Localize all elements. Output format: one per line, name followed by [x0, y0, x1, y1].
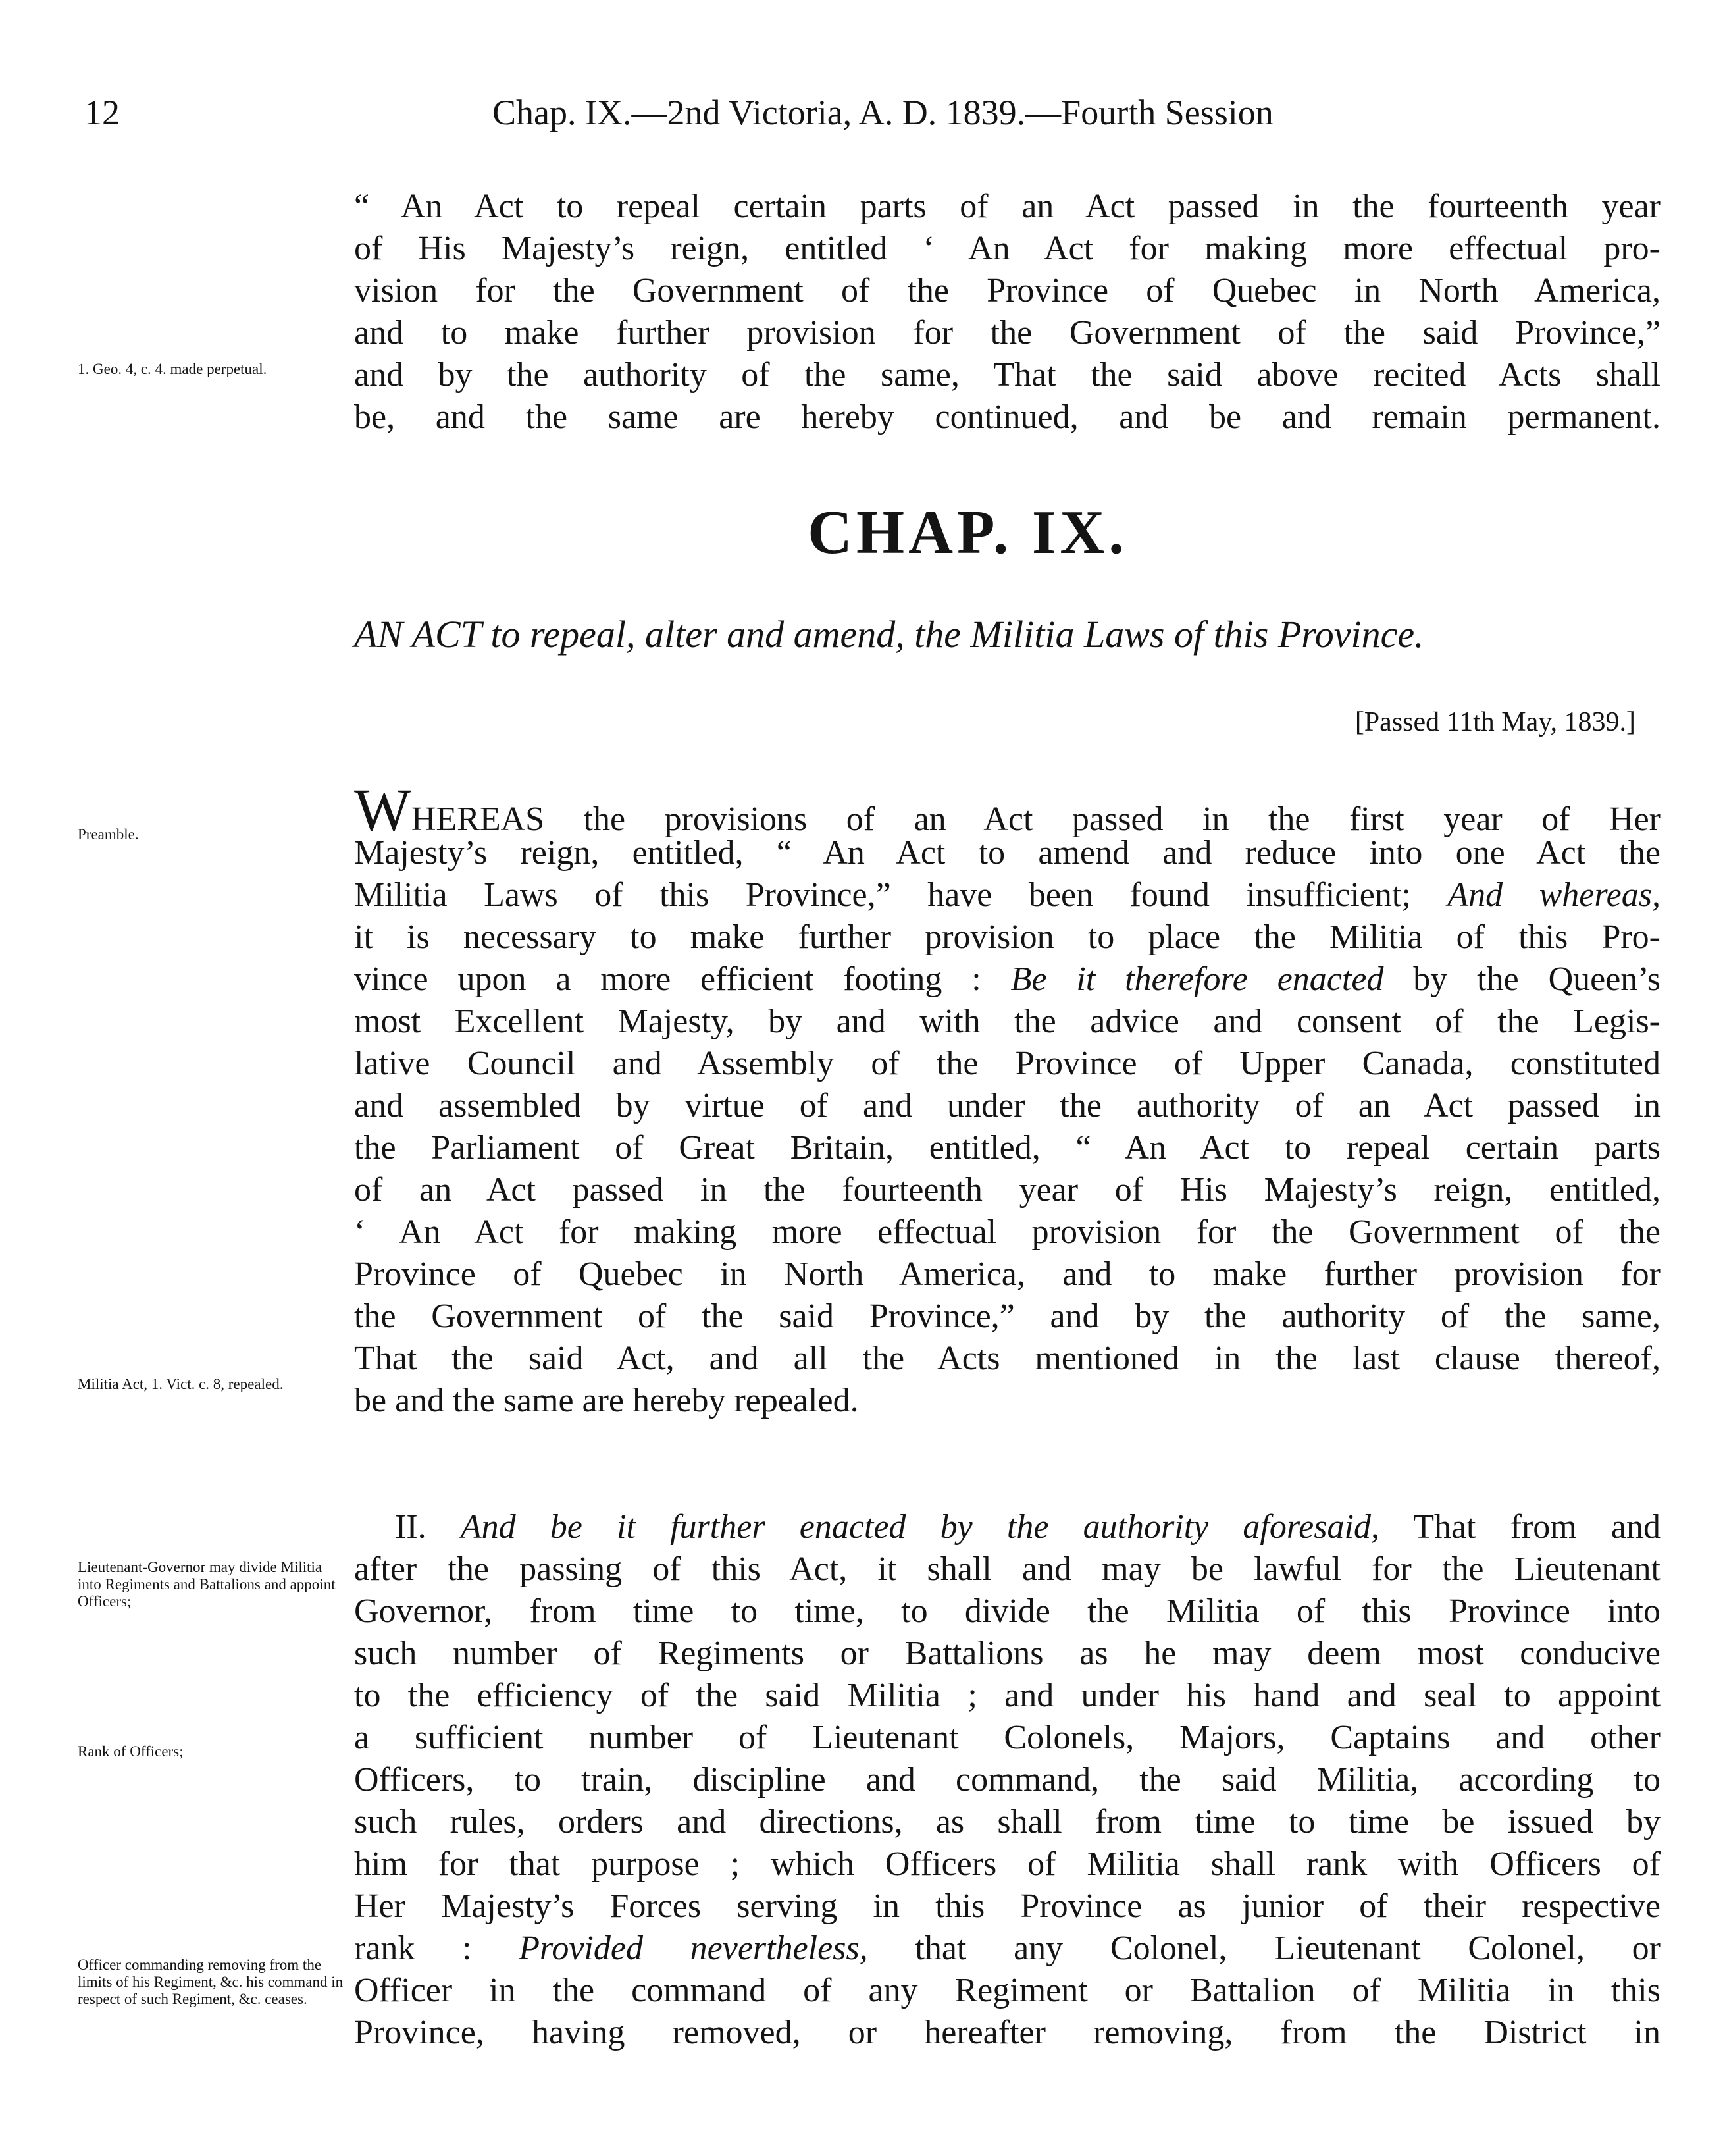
- preamble-line: [354, 776, 1661, 843]
- section-2-text: [354, 1506, 1661, 2054]
- preamble-line: That the said Act, and all the Acts mentioned in the last clause thereof,: [354, 1340, 1661, 1377]
- section-line: Officer in the command of any Regiment or Battalion of Militia in this: [354, 1972, 1661, 2009]
- section-text-span: rank :: [354, 1930, 519, 1967]
- preamble-text-span: by the Queen’s: [1383, 960, 1661, 998]
- page-number: 12: [84, 93, 120, 132]
- section-line: [354, 1506, 1661, 1548]
- preamble-italic-span: And whereas,: [1447, 876, 1661, 914]
- section-line: [354, 1928, 1661, 1970]
- preamble-text-span: Militia Laws of this Province,” have been found insufficient;: [354, 876, 1448, 914]
- section-line: Governor, from time to time, to divide the Militia of this Province into: [354, 1592, 1661, 1630]
- preamble-text-span: vince upon a more efficient footing :: [354, 960, 1011, 998]
- preamble-line: most Excellent Majesty, by and with the advice and consent of the Legis-: [354, 1003, 1661, 1040]
- preamble-line: it is necessary to make further provision to place the Militia of this Pro-: [354, 918, 1661, 956]
- page-header: [84, 92, 1651, 145]
- prev-act-line: and to make further provision for the Government of the said Province,”: [354, 314, 1661, 352]
- prev-act-line: “ An Act to repeal certain parts of an Act passed in the fourteenth year: [354, 188, 1661, 225]
- preamble-line: ‘ An Act for making more effectual provision for the Government of the: [354, 1213, 1661, 1251]
- preamble-line: and assembled by virtue of and under the authority of an Act passed in: [354, 1087, 1661, 1124]
- section-line: Her Majesty’s Forces serving in this Province as junior of their respective: [354, 1887, 1661, 1925]
- section-line: Officers, to train, discipline and command, the said Militia, according to: [354, 1761, 1661, 1799]
- chapter-heading: CHAP. IX.: [808, 498, 1128, 567]
- section-italic-span: Provided nevertheless,: [519, 1930, 868, 1967]
- section-line: to the efficiency of the said Militia ; and under his hand and seal to appoint: [354, 1677, 1661, 1714]
- margin-note-rank: Rank of Officers;: [78, 1743, 184, 1760]
- section-text-span: that any Colonel, Lieutenant Colonel, or: [867, 1930, 1661, 1967]
- preamble-line: of an Act passed in the fourteenth year of His Majesty’s reign, entitled,: [354, 1171, 1661, 1209]
- section-italic-span: And be it further enacted by the authority aforesaid,: [460, 1508, 1379, 1546]
- preamble-line: the Government of the said Province,” and by the authority of the same,: [354, 1298, 1661, 1335]
- margin-note-geo4: 1. Geo. 4, c. 4. made perpetual.: [78, 361, 267, 377]
- section-number: II.: [395, 1508, 461, 1546]
- margin-note-officer-removing: Officer commanding removing from the limits of his Regiment, &c. his command in respect of such Regiment, &c. ceases.: [78, 1957, 344, 2007]
- margin-note-divide-militia: Lieutenant-Governor may divide Militia into Regiments and Battalions and appoint Officers;: [78, 1559, 336, 1610]
- prev-act-line: vision for the Government of the Province of Quebec in North America,: [354, 272, 1661, 309]
- preamble-line: Majesty’s reign, entitled, “ An Act to amend and reduce into one Act the: [354, 834, 1661, 872]
- prev-act-line: of His Majesty’s reign, entitled ‘ An Act for making more effectual pro-: [354, 230, 1661, 267]
- preamble-line: lative Council and Assembly of the Province of Upper Canada, constituted: [354, 1045, 1661, 1082]
- section-text-span: That from and: [1379, 1508, 1661, 1546]
- section-line: a sufficient number of Lieutenant Colonels, Majors, Captains and other: [354, 1719, 1661, 1756]
- act-title: AN ACT to repeal, alter and amend, the Militia Laws of this Province.: [354, 613, 1424, 656]
- section-line: such rules, orders and directions, as shall from time to time be issued by: [354, 1803, 1661, 1841]
- section-line: such number of Regiments or Battalions as he may deem most conducive: [354, 1635, 1661, 1672]
- prev-act-line: be, and the same are hereby continued, and be and remain permanent.: [354, 398, 1661, 436]
- preamble-line: [354, 874, 1661, 916]
- preamble-line-text: HEREAS the provisions of an Act passed in the first year of Her: [411, 801, 1661, 838]
- preamble-line: [354, 959, 1661, 1001]
- section-line: Province, having removed, or hereafter removing, from the District in: [354, 2014, 1661, 2051]
- preamble-text: [354, 776, 1661, 1422]
- section-line: after the passing of this Act, it shall and may be lawful for the Lieutenant: [354, 1550, 1661, 1588]
- section-line: him for that purpose ; which Officers of Militia shall rank with Officers of: [354, 1845, 1661, 1883]
- margin-note-militia-repealed: Militia Act, 1. Vict. c. 8, repealed.: [78, 1376, 284, 1392]
- drop-cap: W: [354, 776, 411, 843]
- preamble-line: the Parliament of Great Britain, entitled, “ An Act to repeal certain parts: [354, 1129, 1661, 1167]
- prev-act-line: and by the authority of the same, That the said above recited Acts shall: [354, 356, 1661, 394]
- preamble-italic-span: Be it therefore enacted: [1010, 960, 1384, 998]
- margin-note-preamble: Preamble.: [78, 826, 139, 843]
- preamble-line: be and the same are hereby repealed.: [354, 1382, 859, 1419]
- passed-date: [Passed 11th May, 1839.]: [1354, 707, 1635, 737]
- preamble-line: Province of Quebec in North America, and to make further provision for: [354, 1255, 1661, 1293]
- prev-act-text: [354, 186, 1661, 438]
- running-title: Chap. IX.—2nd Victoria, A. D. 1839.—Fourth Session: [492, 93, 1274, 132]
